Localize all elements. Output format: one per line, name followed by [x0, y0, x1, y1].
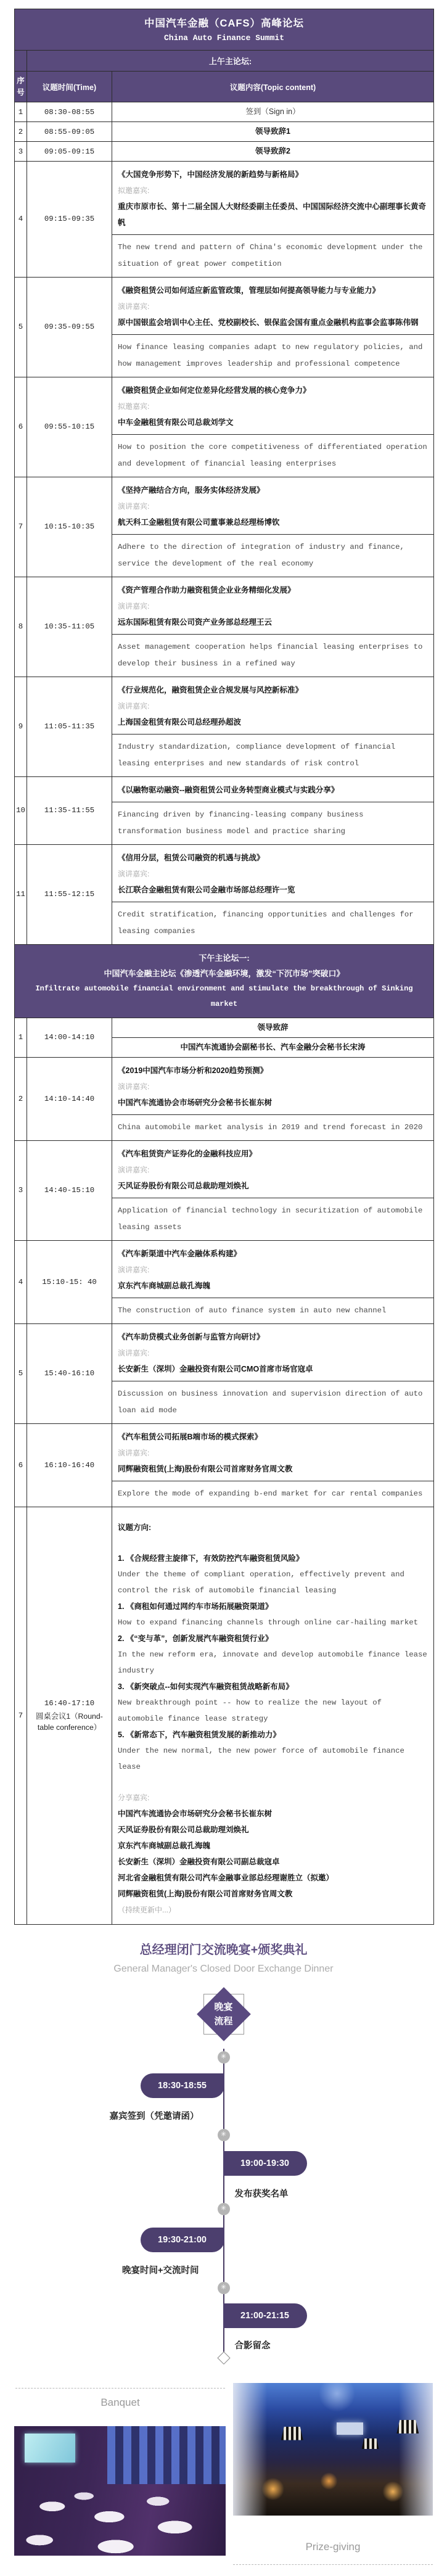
topic-english: Industry standardization, compliance development of financial leasing enterprises and new standards of risk control: [112, 734, 433, 776]
table-row: [15, 1241, 433, 1324]
topic-text: 领导致辞: [257, 1023, 289, 1032]
afternoon-banner-line3: Infiltrate automobile financial environment and stimulate the breakthrough of Sinking market: [35, 984, 413, 1008]
topic-title: 《资产管理合作助力融资租赁企业业务精细化发展》: [118, 585, 295, 595]
row-number: 1: [15, 1018, 27, 1057]
roundtable-row: [15, 1507, 433, 1924]
column-header-no: 序号: [15, 72, 27, 102]
morning-forum-row: [15, 51, 433, 72]
dinner-timeline: [0, 2049, 447, 2374]
roundtable-topic-en: Under the theme of compliant operation, effectively prevent and control the risk of automobile financial leasing: [118, 1570, 404, 1595]
row-number: 10: [15, 777, 27, 844]
guest-label: 演讲嘉宾:: [118, 1448, 150, 1457]
agenda-table: [14, 9, 434, 1925]
table-row: [15, 577, 433, 677]
updating-note: （持续更新中...）: [118, 1905, 176, 1914]
row-content: [112, 278, 433, 377]
row-number: 6: [15, 377, 27, 477]
table-row: [15, 477, 433, 577]
share-guest: 中国汽车流通协会市场研究分会秘书长崔东树: [118, 1809, 273, 1818]
topic-english: How finance leasing companies adapt to new regulatory policies, and how management improves leadership and professional competence: [112, 334, 433, 377]
timeline-time-pill: 18:30-18:55: [141, 2073, 224, 2098]
roundtable-time: 16:40-17:10: [44, 1698, 95, 1708]
guest-label: 演讲嘉宾:: [118, 1265, 150, 1274]
topic-title: 《汽车租赁公司拓展B端市场的模式探索》: [118, 1432, 263, 1441]
row-number: 2: [15, 122, 27, 141]
table-row: [15, 1018, 433, 1058]
row-number: 8: [15, 577, 27, 677]
table-row: [15, 777, 433, 845]
row-time: 14:00-14:10: [27, 1018, 112, 1057]
direction-label: 议题方向:: [118, 1523, 152, 1532]
row-time: 11:35-11:55: [27, 777, 112, 844]
row-content: [112, 677, 433, 776]
row-time: [27, 1507, 112, 1924]
guest-name: 中国汽车流通协会副秘书长、汽车金融分会秘书长宋涛: [112, 1037, 433, 1057]
row-content: [112, 577, 433, 677]
timeline-step-label: 晚宴时间+交流时间: [122, 2265, 199, 2276]
roundtable-topic-en: How to expand financing channels through online car-hailing market: [118, 1618, 419, 1627]
topic-english: Financing driven by financing-leasing company business transformation business model and practice sharing: [112, 802, 433, 844]
table-row: [15, 122, 433, 142]
row-number: 2: [15, 1058, 27, 1140]
row-content: [112, 377, 433, 477]
row-time: 08:55-09:05: [27, 122, 112, 141]
agenda-page: [0, 9, 447, 2576]
topic-english: Application of financial technology in securitization of automobile leasing assets: [112, 1198, 433, 1240]
roundtable-topic-cn: 2. 《“变与革”，创新发展汽车融资租赁行业》: [118, 1634, 273, 1643]
prize-giving-photo: [233, 2383, 433, 2516]
timeline-step-label: 发布获奖名单: [234, 2189, 289, 2199]
row-content: [112, 162, 433, 277]
summit-title-row: [15, 9, 433, 51]
lamp-icon: [281, 2427, 303, 2440]
dinner-title-en: General Manager's Closed Door Exchange Dinner: [113, 1963, 334, 1974]
afternoon-forum-banner: [15, 945, 433, 1018]
row-time: 11:05-11:35: [27, 677, 112, 776]
row-number: 7: [15, 1507, 27, 1924]
timeline-end-diamond-icon: [217, 2352, 230, 2364]
timeline-time-pill: 21:00-21:15: [223, 2303, 307, 2328]
row-content: [112, 1141, 433, 1240]
share-guest: 天风证券股份有限公司总裁助理刘焕礼: [118, 1825, 249, 1834]
column-header-row: [15, 72, 433, 103]
row-time: 09:15-09:35: [27, 162, 112, 277]
roundtable-content: [112, 1507, 433, 1924]
asterisk-node-icon: ✳: [218, 2203, 230, 2215]
topic-title: 《汽车租赁资产证券化的金融科技应用》: [118, 1149, 257, 1158]
asterisk-node-icon: ✳: [218, 2051, 230, 2064]
share-guest: 长安新生（深圳）金融投资有限公司副总裁寇卓: [118, 1857, 280, 1866]
timeline-time-pill: 19:00-19:30: [223, 2151, 307, 2176]
diamond-label-line1: 晚宴: [214, 2001, 233, 2012]
topic-english: How to position the core competitiveness of differentiated operation and development of financial leasing enterprises: [112, 434, 433, 477]
table-row: [15, 677, 433, 777]
topic-english: Explore the mode of expanding b-end market for car rental companies: [112, 1481, 433, 1507]
guest-name: 京东汽车商城副总裁孔海魄: [118, 1281, 211, 1290]
row-content: [112, 1058, 433, 1140]
row-content: [112, 777, 433, 844]
row-content: [112, 845, 433, 944]
row-content: [112, 1324, 433, 1423]
guest-label: 演讲嘉宾:: [118, 1082, 150, 1091]
empty-corner-cell: [15, 51, 27, 71]
diamond-label: [184, 1999, 264, 2028]
asterisk-node-icon: ✳: [218, 2129, 230, 2141]
topic-title: 《以融物驱动融资--融资租赁公司业务转型商业模式与实践分享》: [118, 785, 339, 794]
table-row: [15, 1141, 433, 1241]
topic-title: 《大国竞争形势下，中国经济发展的新趋势与新格局》: [118, 170, 303, 179]
table-row: [15, 845, 433, 945]
row-content: [112, 1018, 433, 1057]
guest-name: 同辉融资租赁(上海)股份有限公司首席财务官周文教: [118, 1464, 293, 1473]
row-content: [112, 477, 433, 577]
row-time: 10:35-11:05: [27, 577, 112, 677]
row-time: 15:40-16:10: [27, 1324, 112, 1423]
topic-title: 《汽车助贷模式业务创新与监管方向研讨》: [118, 1332, 265, 1341]
dashed-divider: [233, 2564, 433, 2565]
guest-label: 演讲嘉宾:: [118, 1165, 150, 1174]
guest-name: 天风证券股份有限公司总裁助理刘焕礼: [118, 1181, 249, 1190]
topic-text: 领导致辞2: [255, 147, 290, 156]
topic-english: The construction of auto finance system in auto new channel: [112, 1298, 433, 1323]
guest-name: 原中国银监会培训中心主任、党校副校长、银保监会国有重点金融机构监事会监事陈伟钢: [118, 318, 419, 327]
dashed-divider: [15, 2388, 225, 2389]
share-guest: 京东汽车商城副总裁孔海魄: [118, 1841, 211, 1850]
topic-english: Asset management cooperation helps financial leasing enterprises to develop their business in a refined way: [112, 634, 433, 677]
banquet-photo: [14, 2426, 226, 2556]
guest-name: 中国汽车流通协会市场研究分会秘书长崔东树: [118, 1098, 273, 1107]
row-content: [112, 1241, 433, 1323]
lamp-icon: [362, 2438, 379, 2449]
roundtable-topic-cn: 5. 《新常态下，汽车融资租赁发展的新推动力》: [118, 1730, 281, 1739]
topic-english: Credit stratification, financing opportunities and challenges for leasing companies: [112, 902, 433, 944]
table-row: [15, 162, 433, 278]
guest-label: 演讲嘉宾:: [118, 869, 150, 878]
lamp-icon: [396, 2420, 419, 2434]
diamond-label-line2: 流程: [214, 2015, 233, 2027]
topic-text: 领导致辞1: [255, 127, 290, 136]
topic-title: 《2019中国汽车市场分析和2020趋势预测》: [118, 1066, 268, 1075]
guest-label: 演讲嘉宾:: [118, 302, 150, 311]
roundtable-type: 圆桌会议1（Round-table conference）: [36, 1711, 103, 1732]
row-time: 16:10-16:40: [27, 1424, 112, 1507]
row-number: 1: [15, 102, 27, 121]
banquet-caption: Banquet: [100, 2396, 140, 2408]
guest-label: 拟邀嘉宾:: [118, 401, 150, 411]
share-guest: 同辉融资租赁(上海)股份有限公司首席财务官周文教: [118, 1889, 293, 1898]
guest-label: 演讲嘉宾:: [118, 701, 150, 710]
row-time: 09:05-09:15: [27, 142, 112, 161]
topic-english: China automobile market analysis in 2019 and trend forecast in 2020: [112, 1114, 433, 1140]
guest-label: 演讲嘉宾:: [118, 1348, 150, 1357]
row-number: 7: [15, 477, 27, 577]
row-number: 11: [15, 845, 27, 944]
morning-forum-label: 上午主论坛:: [208, 56, 252, 66]
topic-title: 《坚持产融结合方向，服务实体经济发展》: [118, 485, 265, 495]
guest-name: 远东国际租赁有限公司资产业务部总经理王云: [118, 617, 273, 627]
guest-label: 演讲嘉宾:: [118, 501, 150, 511]
dinner-title-cn: 总经理闭门交流晚宴+颁奖典礼: [139, 1943, 308, 1957]
share-guests-label: 分享嘉宾:: [118, 1793, 150, 1802]
row-number: 9: [15, 677, 27, 776]
topic-title: 《融资租赁企业如何定位差异化经营发展的核心竞争力》: [118, 385, 311, 395]
row-number: 5: [15, 278, 27, 377]
guest-name: 重庆市原市长、第十二届全国人大财经委副主任委员、中国国际经济交流中心副理事长黄奇帆: [118, 202, 427, 227]
topic-english: Adhere to the direction of integration of industry and finance, service the development of the real economy: [112, 534, 433, 577]
share-guest: 河北省金融租赁有限公司汽车金融事业部总经理谢胜立（拟邀）: [118, 1873, 334, 1882]
roundtable-topic-cn: 1. 《商租如何通过网约车市场拓展融资渠道》: [118, 1602, 273, 1611]
topic-title: 《信用分层，租赁公司融资的机遇与挑战》: [118, 853, 265, 862]
table-row: [15, 1424, 433, 1507]
row-time: 14:10-14:40: [27, 1058, 112, 1140]
afternoon-banner-line1: 下午主论坛一:: [199, 953, 250, 963]
guest-name: 长安新生（深圳）金融投资有限公司CMO首席市场官寇卓: [118, 1364, 313, 1373]
row-time: 10:15-10:35: [27, 477, 112, 577]
table-row: [15, 1324, 433, 1424]
asterisk-node-icon: ✳: [218, 2282, 230, 2294]
topic-title: 《融资租赁公司如何适应新监管政策，管理层如何提高领导能力与专业能力》: [118, 286, 380, 295]
topic-title: 《汽车新渠道中汽车金融体系构建》: [118, 1249, 242, 1258]
topic-title: 《行业规范化，融资租赁企业合规发展与风控新标准》: [118, 685, 303, 694]
timeline-step-label: 合影留念: [234, 2340, 271, 2351]
topic-english: Discussion on business innovation and supervision direction of auto loan aid mode: [112, 1381, 433, 1423]
afternoon-banner-line2: 中国汽车金融主论坛《渗透汽车金融环境，激发“下沉市场”突破口》: [104, 968, 345, 978]
dinner-flow-diamond: [184, 1980, 264, 2049]
row-number: 3: [15, 1141, 27, 1240]
row-time: 08:30-08:55: [27, 102, 112, 121]
table-row: [15, 278, 433, 377]
table-row: [15, 1058, 433, 1141]
guest-name: 中车金融租赁有限公司总裁刘学文: [118, 418, 234, 427]
roundtable-topic-en: New breakthrough point -- how to realize the new layout of automobile finance lease strategy: [118, 1698, 382, 1723]
guest-name: 长江联合金融租赁有限公司金融市场部总经理许一览: [118, 885, 295, 894]
summit-title-en: China Auto Finance Summit: [163, 33, 285, 43]
table-row: [15, 142, 433, 162]
row-number: 4: [15, 1241, 27, 1323]
roundtable-topic-cn: 3. 《新突破点--如何实现汽车融资租赁战略新布局》: [118, 1682, 293, 1691]
row-number: 5: [15, 1324, 27, 1423]
row-number: 6: [15, 1424, 27, 1507]
prize-giving-caption: Prize-giving: [305, 2540, 361, 2553]
summit-title-cn: 中国汽车金融（CAFS）高峰论坛: [144, 18, 304, 29]
row-time: 09:55-10:15: [27, 377, 112, 477]
row-content: [112, 1424, 433, 1507]
timeline-time-pill: 19:30-21:00: [141, 2228, 224, 2252]
guest-label: 演讲嘉宾:: [118, 601, 150, 611]
roundtable-topic-en: In the new reform era, innovate and develop automobile finance lease industry: [118, 1650, 427, 1675]
timeline-step-label: 嘉宾签到（凭邀请函）: [109, 2111, 199, 2121]
row-number: 4: [15, 162, 27, 277]
guest-name: 航天科工金融租赁有限公司董事兼总经理杨博钦: [118, 517, 280, 527]
topic-text: 签到（Sign in）: [245, 107, 300, 117]
guest-name: 上海国金租赁有限公司总经理孙超波: [118, 717, 242, 726]
column-header-topic: 议题内容(Topic content): [229, 83, 316, 92]
roundtable-topic-cn: 1. 《合规经营主旋律下，有效防控汽车融资租赁风险》: [118, 1553, 304, 1563]
topic-english: The new trend and pattern of China's economic development under the situation of great power competition: [112, 234, 433, 277]
photo-footer: [0, 2383, 447, 2576]
column-header-time: 议题时间(Time): [27, 72, 112, 102]
table-row: [15, 377, 433, 477]
row-number: 3: [15, 142, 27, 161]
row-time: 11:55-12:15: [27, 845, 112, 944]
row-time: 15:10-15: 40: [27, 1241, 112, 1323]
row-time: 14:40-15:10: [27, 1141, 112, 1240]
table-row: [15, 102, 433, 122]
roundtable-topic-en: Under the new normal, the new power force of automobile finance lease: [118, 1746, 404, 1771]
guest-label: 拟邀嘉宾:: [118, 186, 150, 195]
row-time: 09:35-09:55: [27, 278, 112, 377]
